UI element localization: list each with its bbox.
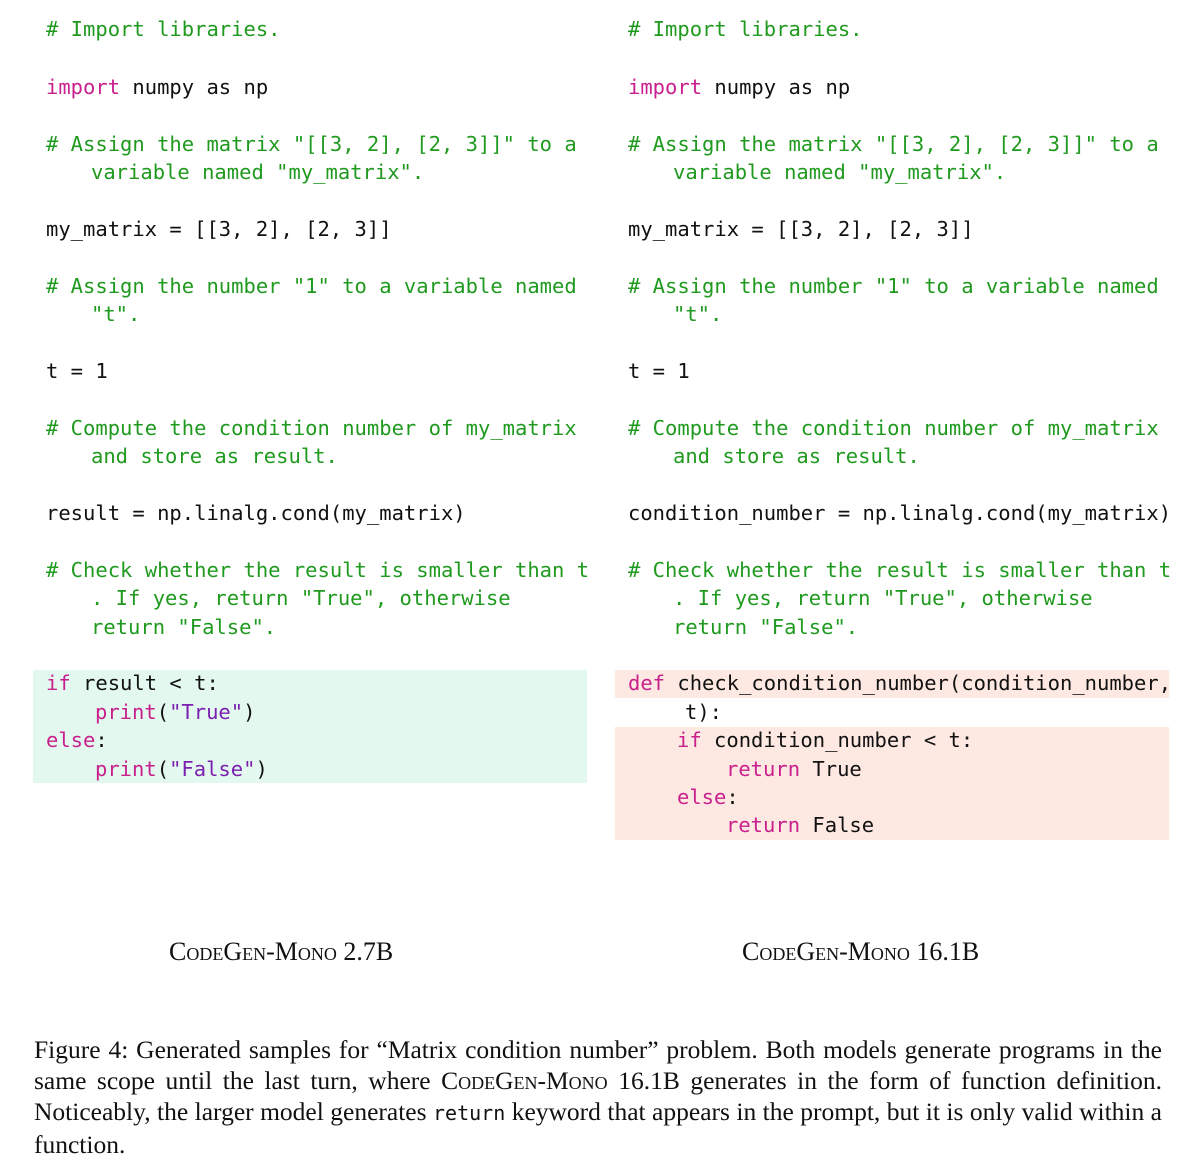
right-gen-return-false-line xyxy=(726,811,874,840)
right-gen-else-colon: : xyxy=(726,785,739,809)
right-model-label xyxy=(742,937,979,967)
caption-part-2: 16.1B generates in the form of function definition. Noticeably, the larger model generates xyxy=(34,1066,1162,1126)
right-gen-def-rest: check_condition_number(condition_number, xyxy=(665,671,1172,695)
left-gen-else-keyword: else xyxy=(46,728,96,752)
figure-caption xyxy=(34,1034,1162,1160)
left-gen-print-close-2: ) xyxy=(255,757,268,781)
right-comment-import: # Import libraries. xyxy=(628,17,863,41)
left-comment-check-2: . If yes, return "True", otherwise xyxy=(91,586,511,610)
right-gen-if-rest: condition_number < t: xyxy=(701,728,974,752)
right-comment-assign-matrix-1: # Assign the matrix "[[3, 2], [2, 3]]" to a xyxy=(628,132,1159,156)
right-compute-line: condition_number = np.linalg.cond(my_matrix) xyxy=(628,501,1172,525)
right-gen-return-value-1: True xyxy=(800,757,862,781)
left-gen-print-string-1: "True" xyxy=(169,700,244,724)
caption-model-name: CodeGen-Mono xyxy=(441,1066,608,1095)
left-gen-else-colon: : xyxy=(95,728,108,752)
caption-part-1: Figure 4: Generated samples for “Matrix condition number” problem. Both models generate programs in the same scope until the last turn, where xyxy=(34,1035,1162,1095)
left-t-assign: t = 1 xyxy=(46,359,108,383)
right-gen-if-keyword: if xyxy=(677,728,702,752)
right-model-label-text: CodeGen-Mono 16.1B xyxy=(742,937,980,966)
left-comment-import: # Import libraries. xyxy=(46,17,281,41)
left-comment-check-1: # Check whether the result is smaller than t xyxy=(46,558,590,582)
right-gen-else-keyword: else xyxy=(677,785,727,809)
left-comment-assign-t-2: "t". xyxy=(91,302,141,326)
left-comment-compute-2: and store as result. xyxy=(91,444,338,468)
left-gen-print-keyword-1: print xyxy=(95,700,157,724)
right-import-line xyxy=(628,73,850,102)
right-gen-if-line xyxy=(677,726,973,755)
left-matrix-assign: my_matrix = [[3, 2], [2, 3]] xyxy=(46,217,392,241)
left-model-label-text: CodeGen-Mono 2.7B xyxy=(169,937,394,966)
right-gen-def-line xyxy=(628,669,1171,698)
right-gen-def-keyword: def xyxy=(628,671,666,695)
caption-part-3: keyword that appears in the prompt, but it is only valid within a function. xyxy=(34,1097,1163,1159)
left-gen-if-rest: result < t: xyxy=(70,671,219,695)
right-code-block xyxy=(628,15,1172,837)
left-model-label xyxy=(169,937,393,967)
right-comment-check-3: return "False". xyxy=(673,615,859,639)
right-gen-else-line xyxy=(677,783,739,812)
caption-keyword: return xyxy=(433,1101,506,1125)
left-comment-assign-t-1: # Assign the number "1" to a variable named xyxy=(46,274,577,298)
left-gen-print-keyword-2: print xyxy=(95,757,157,781)
right-comment-check-2: . If yes, return "True", otherwise xyxy=(673,586,1093,610)
left-gen-print-close-1: ) xyxy=(243,700,256,724)
right-gen-return-value-2: False xyxy=(800,813,875,837)
right-comment-assign-t-2: "t". xyxy=(673,302,723,326)
left-compute-line: result = np.linalg.cond(my_matrix) xyxy=(46,501,466,525)
left-gen-print-open-1: ( xyxy=(156,700,170,724)
right-gen-return-keyword-2: return xyxy=(726,813,801,837)
right-gen-return-true-line xyxy=(726,755,862,784)
right-import-keyword: import xyxy=(628,75,703,99)
right-comment-assign-matrix-2: variable named "my_matrix". xyxy=(673,160,1007,184)
left-comment-check-3: return "False". xyxy=(91,615,277,639)
right-comment-assign-t-1: # Assign the number "1" to a variable named xyxy=(628,274,1159,298)
left-gen-print-open-2: ( xyxy=(156,757,170,781)
left-import-keyword: import xyxy=(46,75,121,99)
right-gen-return-keyword-1: return xyxy=(726,757,801,781)
right-gen-def-continuation: t): xyxy=(685,700,723,724)
right-import-rest: numpy as np xyxy=(702,75,851,99)
left-comment-assign-matrix-2: variable named "my_matrix". xyxy=(91,160,425,184)
right-comment-compute-2: and store as result. xyxy=(673,444,920,468)
left-gen-if-keyword: if xyxy=(46,671,71,695)
left-comment-compute-1: # Compute the condition number of my_matrix xyxy=(46,416,577,440)
right-comment-compute-1: # Compute the condition number of my_matrix xyxy=(628,416,1159,440)
left-comment-assign-matrix-1: # Assign the matrix "[[3, 2], [2, 3]]" to a xyxy=(46,132,577,156)
right-matrix-assign: my_matrix = [[3, 2], [2, 3]] xyxy=(628,217,974,241)
right-comment-check-1: # Check whether the result is smaller than t xyxy=(628,558,1172,582)
right-t-assign: t = 1 xyxy=(628,359,690,383)
left-import-rest: numpy as np xyxy=(120,75,269,99)
left-gen-print-string-2: "False" xyxy=(169,757,256,781)
